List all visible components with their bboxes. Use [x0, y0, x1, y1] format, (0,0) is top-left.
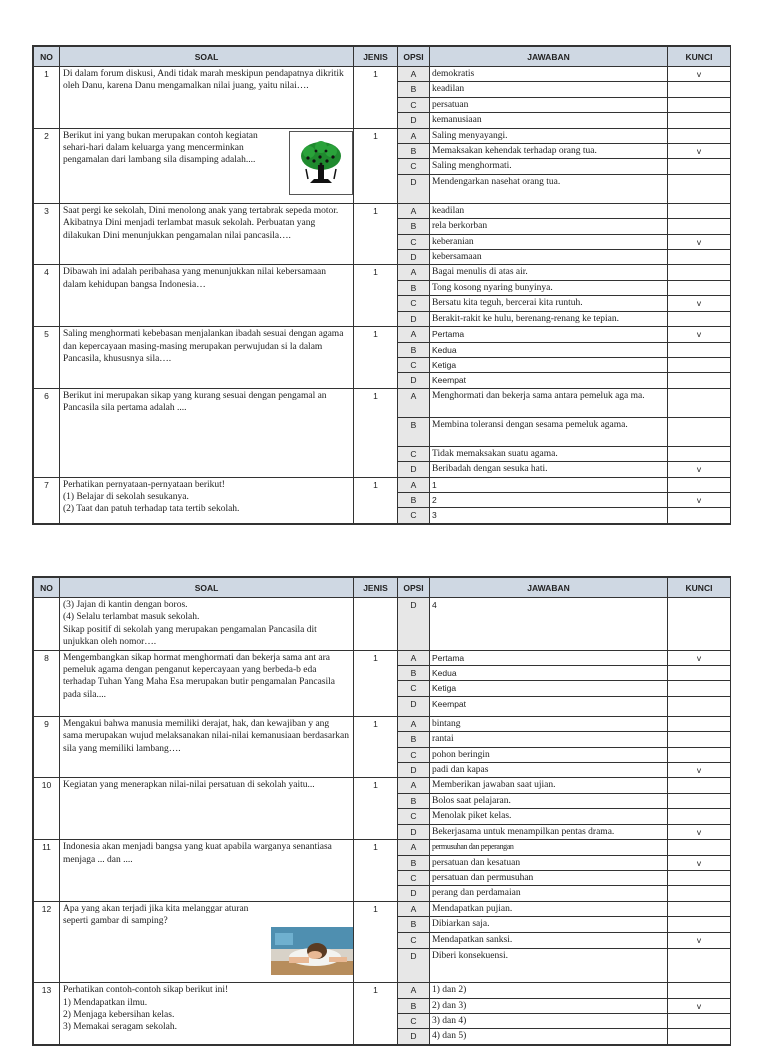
option-answer: 3) dan 4): [430, 1013, 668, 1028]
option-answer: Saling menghormati.: [430, 159, 668, 174]
option-letter: D: [398, 1029, 430, 1044]
answer-key-mark: v: [668, 462, 731, 477]
option-letter: A: [398, 388, 430, 417]
question-number: 7: [34, 477, 60, 523]
question-text: [60, 67, 354, 129]
option-answer: pohon beringin: [430, 747, 668, 762]
option-letter: B: [398, 732, 430, 747]
question-row: [34, 327, 731, 342]
option-answer: Keempat: [430, 373, 668, 388]
answer-key-mark: [668, 696, 731, 716]
question-text: [60, 983, 354, 1045]
option-answer: 2: [430, 492, 668, 507]
answer-key-mark: [668, 250, 731, 265]
question-row: [34, 778, 731, 793]
answer-key-mark: v: [668, 650, 731, 665]
answer-key-mark: [668, 747, 731, 762]
header-jawaban: JAWABAN: [430, 578, 668, 598]
option-answer: demokratis: [430, 67, 668, 82]
option-answer: keadilan: [430, 203, 668, 218]
option-answer: Mendengarkan nasehat orang tua.: [430, 174, 668, 203]
answer-key-mark: [668, 666, 731, 681]
answer-key-mark: [668, 203, 731, 218]
option-letter: D: [398, 373, 430, 388]
question-row: [34, 983, 731, 998]
option-answer: Ketiga: [430, 357, 668, 372]
option-letter: B: [398, 666, 430, 681]
answer-key-mark: [668, 82, 731, 97]
sleeping-student-photo: [271, 927, 353, 975]
question-text: [60, 327, 354, 389]
question-row: [34, 67, 731, 82]
question-number: 12: [34, 901, 60, 982]
option-answer: 3: [430, 508, 668, 523]
question-row: [34, 650, 731, 665]
question-text-line: (1) Belajar di sekolah sesukanya.: [63, 491, 189, 502]
option-letter: D: [398, 174, 430, 203]
option-letter: C: [398, 681, 430, 696]
option-answer: 4: [430, 598, 668, 651]
question-number: 9: [34, 716, 60, 778]
question-text-line: (4) Selalu terlambat masuk sekolah.: [63, 612, 200, 623]
question-row: [34, 265, 731, 280]
option-letter: A: [398, 477, 430, 492]
option-letter: B: [398, 855, 430, 870]
option-letter: C: [398, 1013, 430, 1028]
answer-key-mark: v: [668, 67, 731, 82]
option-answer: Memberikan jawaban saat ujian.: [430, 778, 668, 793]
question-type: 1: [354, 327, 398, 389]
option-answer: Diberi konsekuensi.: [430, 948, 668, 983]
option-answer: Kedua: [430, 342, 668, 357]
answer-key-mark: v: [668, 492, 731, 507]
answer-key-mark: [668, 280, 731, 295]
question-type: 1: [354, 388, 398, 477]
answer-key-mark: [668, 681, 731, 696]
option-answer: Tong kosong nyaring bunyinya.: [430, 280, 668, 295]
option-letter: B: [398, 280, 430, 295]
question-type: 1: [354, 265, 398, 327]
option-letter: A: [398, 265, 430, 280]
question-type: 1: [354, 778, 398, 840]
option-answer: perang dan perdamaian: [430, 886, 668, 901]
question-text: [60, 265, 354, 327]
option-answer: persatuan: [430, 97, 668, 112]
option-letter: D: [398, 462, 430, 477]
header-kunci: KUNCI: [668, 47, 731, 67]
option-answer: Ketiga: [430, 681, 668, 696]
option-answer: Keempat: [430, 696, 668, 716]
question-text-line: Sikap positif di sekolah yang merupakan pengamalan Pancasila dit unjukkan oleh nomor….: [63, 624, 317, 648]
option-letter: B: [398, 917, 430, 933]
question-row: [34, 203, 731, 218]
answer-key-mark: v: [668, 144, 731, 159]
question-row: [34, 388, 731, 417]
option-letter: A: [398, 327, 430, 342]
question-text-line: Indonesia akan menjadi bangsa yang kuat apabila warganya senantiasa menjaga ... dan ....: [63, 842, 332, 865]
question-text-line: 1) Mendapatkan ilmu.: [63, 997, 148, 1008]
question-number: [34, 598, 60, 651]
answer-key-mark: [668, 1013, 731, 1028]
option-answer: Dibiarkan saja.: [430, 917, 668, 933]
option-answer: 1: [430, 477, 668, 492]
option-letter: D: [398, 696, 430, 716]
question-type: 1: [354, 716, 398, 778]
question-text-line: Berikut ini yang bukan merupakan contoh kegiatan sehari-hari dalam keluarga yang mencerminkan pengamalan dari lambang sila disamping adalah....: [63, 130, 258, 166]
question-row: [34, 598, 731, 651]
option-answer: Membina toleransi dengan sesama pemeluk agama.: [430, 417, 668, 446]
header-soal: SOAL: [60, 578, 354, 598]
option-letter: C: [398, 357, 430, 372]
sila-emblem-image: [289, 131, 353, 195]
option-letter: A: [398, 650, 430, 665]
question-text: [60, 840, 354, 902]
option-answer: Saling menyayangi.: [430, 128, 668, 143]
table-header-row: [34, 47, 731, 67]
question-type: 1: [354, 650, 398, 716]
option-letter: B: [398, 82, 430, 97]
option-letter: C: [398, 932, 430, 948]
question-number: 13: [34, 983, 60, 1045]
question-text-line: Dibawah ini adalah peribahasa yang menunjukkan nilai kebersamaan dalam kehidupan bangsa Indonesia…: [63, 267, 326, 290]
question-text-line: Perhatikan contoh-contoh sikap berikut ini!: [63, 985, 229, 996]
answer-key-mark: [668, 716, 731, 731]
option-answer: Pertama: [430, 327, 668, 342]
question-text-line: 3) Memakai seragam sekolah.: [63, 1022, 177, 1033]
option-letter: A: [398, 128, 430, 143]
answer-key-mark: [668, 886, 731, 901]
option-letter: C: [398, 97, 430, 112]
option-letter: C: [398, 870, 430, 885]
answer-key-mark: [668, 732, 731, 747]
question-number: 10: [34, 778, 60, 840]
question-number: 5: [34, 327, 60, 389]
answer-key-mark: [668, 948, 731, 983]
option-answer: 4) dan 5): [430, 1029, 668, 1044]
option-letter: C: [398, 747, 430, 762]
option-letter: D: [398, 311, 430, 326]
answer-key-mark: [668, 97, 731, 112]
option-answer: Berakit-rakit ke hulu, berenang-renang ke tepian.: [430, 311, 668, 326]
question-text-line: Berikut ini merupakan sikap yang kurang sesuai dengan pengamal an Pancasila sila pertama adalah ....: [63, 390, 327, 414]
option-answer: keberanian: [430, 234, 668, 249]
answer-key-mark: [668, 793, 731, 808]
answer-key-mark: v: [668, 763, 731, 778]
question-text-line: Kegiatan yang menerapkan nilai-nilai persatuan di sekolah yaitu...: [63, 780, 315, 791]
option-letter: C: [398, 159, 430, 174]
option-letter: C: [398, 446, 430, 461]
question-row: [34, 901, 731, 917]
option-answer: kebersamaan: [430, 250, 668, 265]
answer-key-mark: v: [668, 327, 731, 342]
answer-key-mark: [668, 983, 731, 998]
option-answer: Bagai menulis di atas air.: [430, 265, 668, 280]
answer-key-mark: [668, 778, 731, 793]
question-text-line: Perhatikan pernyataan-pernyataan berikut!: [63, 479, 225, 490]
option-answer: 2) dan 3): [430, 998, 668, 1013]
answer-key-mark: [668, 917, 731, 933]
option-answer: Kedua: [430, 666, 668, 681]
option-answer: padi dan kapas: [430, 763, 668, 778]
question-text: [60, 716, 354, 778]
table-header-row: [34, 578, 731, 598]
option-letter: D: [398, 250, 430, 265]
option-letter: A: [398, 901, 430, 917]
question-text-line: Saling menghormati kebebasan menjalankan ibadah sesuai dengan agama dan kepercayaan masing-masing merupakan perwujudan si la dalam Pancasila, khususnya sila….: [63, 329, 344, 364]
option-answer: 1) dan 2): [430, 983, 668, 998]
question-number: 1: [34, 67, 60, 129]
question-text-line: 2) Menjaga kebersihan kelas.: [63, 1009, 175, 1020]
answer-key-mark: [668, 477, 731, 492]
option-letter: C: [398, 508, 430, 523]
answer-key-mark: [668, 809, 731, 824]
answer-key-mark: [668, 417, 731, 446]
question-row: [34, 716, 731, 731]
answer-key-mark: [668, 388, 731, 417]
question-text: [60, 650, 354, 716]
option-letter: A: [398, 983, 430, 998]
option-letter: B: [398, 998, 430, 1013]
option-letter: B: [398, 144, 430, 159]
answer-key-mark: [668, 174, 731, 203]
option-letter: C: [398, 234, 430, 249]
question-type: [354, 598, 398, 651]
question-number: 6: [34, 388, 60, 477]
option-answer: permusuhan dan peperangan: [430, 840, 668, 855]
answer-key-mark: [668, 870, 731, 885]
header-soal: SOAL: [60, 47, 354, 67]
option-letter: A: [398, 716, 430, 731]
question-text-line: Di dalam forum diskusi, Andi tidak marah meskipun pendapatnya dikritik oleh Danu, karena Danu mengamalkan nilai juang, yaitu nilai….: [63, 69, 344, 92]
option-answer: Mendapatkan sanksi.: [430, 932, 668, 948]
question-text-line: Mengakui bahwa manusia memiliki derajat, hak, dan kewajiban y ang sama merupakan wujud melaksanakan nilai-nilai kemanusiaan berdasarkan sila yang memiliki lambang….: [63, 718, 349, 754]
question-type: 1: [354, 128, 398, 203]
option-letter: A: [398, 840, 430, 855]
option-letter: B: [398, 342, 430, 357]
answer-key-mark: [668, 508, 731, 523]
option-letter: B: [398, 492, 430, 507]
question-text-line: Mengembangkan sikap hormat menghormati dan bekerja sama ant ara pemeluk agama dengan penganut kepercayaan yang berbeda-b eda terhadap Tuhan Yang Maha Esa merupakan butir pengamalan Pancasila pada sila....: [63, 652, 336, 700]
question-photo: [271, 925, 353, 979]
option-answer: Bolos saat pelajaran.: [430, 793, 668, 808]
question-text-line: Saat pergi ke sekolah, Dini menolong anak yang tertabrak sepeda motor. Akibatnya Dini menjadi terlambat masuk sekolah. Perbuatan yang dilakukan Dini menunjukkan pengamalan nilai pancasila….: [63, 205, 339, 241]
answer-key-mark: [668, 373, 731, 388]
answer-key-mark: [668, 219, 731, 234]
question-type: 1: [354, 67, 398, 129]
option-answer: Bersatu kita teguh, bercerai kita runtuh.: [430, 296, 668, 311]
option-letter: B: [398, 417, 430, 446]
header-jenis: JENIS: [354, 578, 398, 598]
question-number: 8: [34, 650, 60, 716]
option-answer: Menolak piket kelas.: [430, 809, 668, 824]
answer-key-mark: [668, 159, 731, 174]
answer-key-mark: v: [668, 932, 731, 948]
header-jenis: JENIS: [354, 47, 398, 67]
option-letter: D: [398, 113, 430, 128]
header-no: NO: [34, 578, 60, 598]
answer-key-mark: [668, 113, 731, 128]
question-type: 1: [354, 203, 398, 265]
answer-key-mark: [668, 1029, 731, 1044]
question-text: [60, 128, 354, 203]
question-number: 2: [34, 128, 60, 203]
answer-key-mark: v: [668, 824, 731, 839]
question-number: 11: [34, 840, 60, 902]
answer-key-mark: [668, 265, 731, 280]
question-row: [34, 477, 731, 492]
question-text: [60, 388, 354, 477]
header-kunci: KUNCI: [668, 578, 731, 598]
question-text-line: Apa yang akan terjadi jika kita melanggar aturan seperti gambar di samping?: [63, 903, 249, 927]
question-type: 1: [354, 840, 398, 902]
banyan-tree-icon: [289, 131, 353, 195]
question-table-page-2: [32, 576, 731, 1046]
option-answer: kemanusiaan: [430, 113, 668, 128]
option-letter: D: [398, 824, 430, 839]
option-answer: Pertama: [430, 650, 668, 665]
option-letter: D: [398, 763, 430, 778]
option-answer: Mendapatkan pujian.: [430, 901, 668, 917]
answer-key-mark: v: [668, 855, 731, 870]
option-letter: D: [398, 948, 430, 983]
option-answer: persatuan dan kesatuan: [430, 855, 668, 870]
question-table-page-1: [32, 45, 731, 525]
option-letter: A: [398, 203, 430, 218]
option-answer: rela berkorban: [430, 219, 668, 234]
answer-key-mark: [668, 901, 731, 917]
header-jawaban: JAWABAN: [430, 47, 668, 67]
answer-key-mark: v: [668, 234, 731, 249]
question-row: [34, 840, 731, 855]
option-letter: D: [398, 886, 430, 901]
answer-key-mark: [668, 446, 731, 461]
option-letter: A: [398, 67, 430, 82]
option-answer: keadilan: [430, 82, 668, 97]
header-opsi: OPSI: [398, 578, 430, 598]
option-answer: Menghormati dan bekerja sama antara pemeluk aga ma.: [430, 388, 668, 417]
question-text: [60, 901, 354, 982]
option-letter: B: [398, 219, 430, 234]
option-letter: A: [398, 778, 430, 793]
answer-key-mark: v: [668, 296, 731, 311]
answer-key-mark: [668, 342, 731, 357]
question-text: [60, 203, 354, 265]
question-type: 1: [354, 983, 398, 1045]
header-opsi: OPSI: [398, 47, 430, 67]
option-letter: C: [398, 296, 430, 311]
question-text: [60, 778, 354, 840]
option-answer: Beribadah dengan sesuka hati.: [430, 462, 668, 477]
question-text: [60, 477, 354, 523]
question-number: 4: [34, 265, 60, 327]
answer-key-mark: [668, 311, 731, 326]
question-row: [34, 128, 731, 143]
answer-key-mark: [668, 598, 731, 651]
answer-key-mark: [668, 840, 731, 855]
option-answer: rantai: [430, 732, 668, 747]
option-answer: persatuan dan permusuhan: [430, 870, 668, 885]
question-type: 1: [354, 477, 398, 523]
option-answer: bintang: [430, 716, 668, 731]
question-text-line: (3) Jajan di kantin dengan boros.: [63, 600, 188, 610]
answer-key-mark: [668, 128, 731, 143]
question-text-line: (2) Taat dan patuh terhadap tata tertib sekolah.: [63, 504, 240, 515]
question-text: [60, 598, 354, 651]
option-letter: B: [398, 793, 430, 808]
option-answer: Tidak memaksakan suatu agama.: [430, 446, 668, 461]
option-answer: Memaksakan kehendak terhadap orang tua.: [430, 144, 668, 159]
header-no: NO: [34, 47, 60, 67]
option-answer: Bekerjasama untuk menampilkan pentas drama.: [430, 824, 668, 839]
question-number: 3: [34, 203, 60, 265]
option-letter: D: [398, 598, 430, 651]
question-type: 1: [354, 901, 398, 982]
option-letter: C: [398, 809, 430, 824]
answer-key-mark: [668, 357, 731, 372]
answer-key-mark: v: [668, 998, 731, 1013]
